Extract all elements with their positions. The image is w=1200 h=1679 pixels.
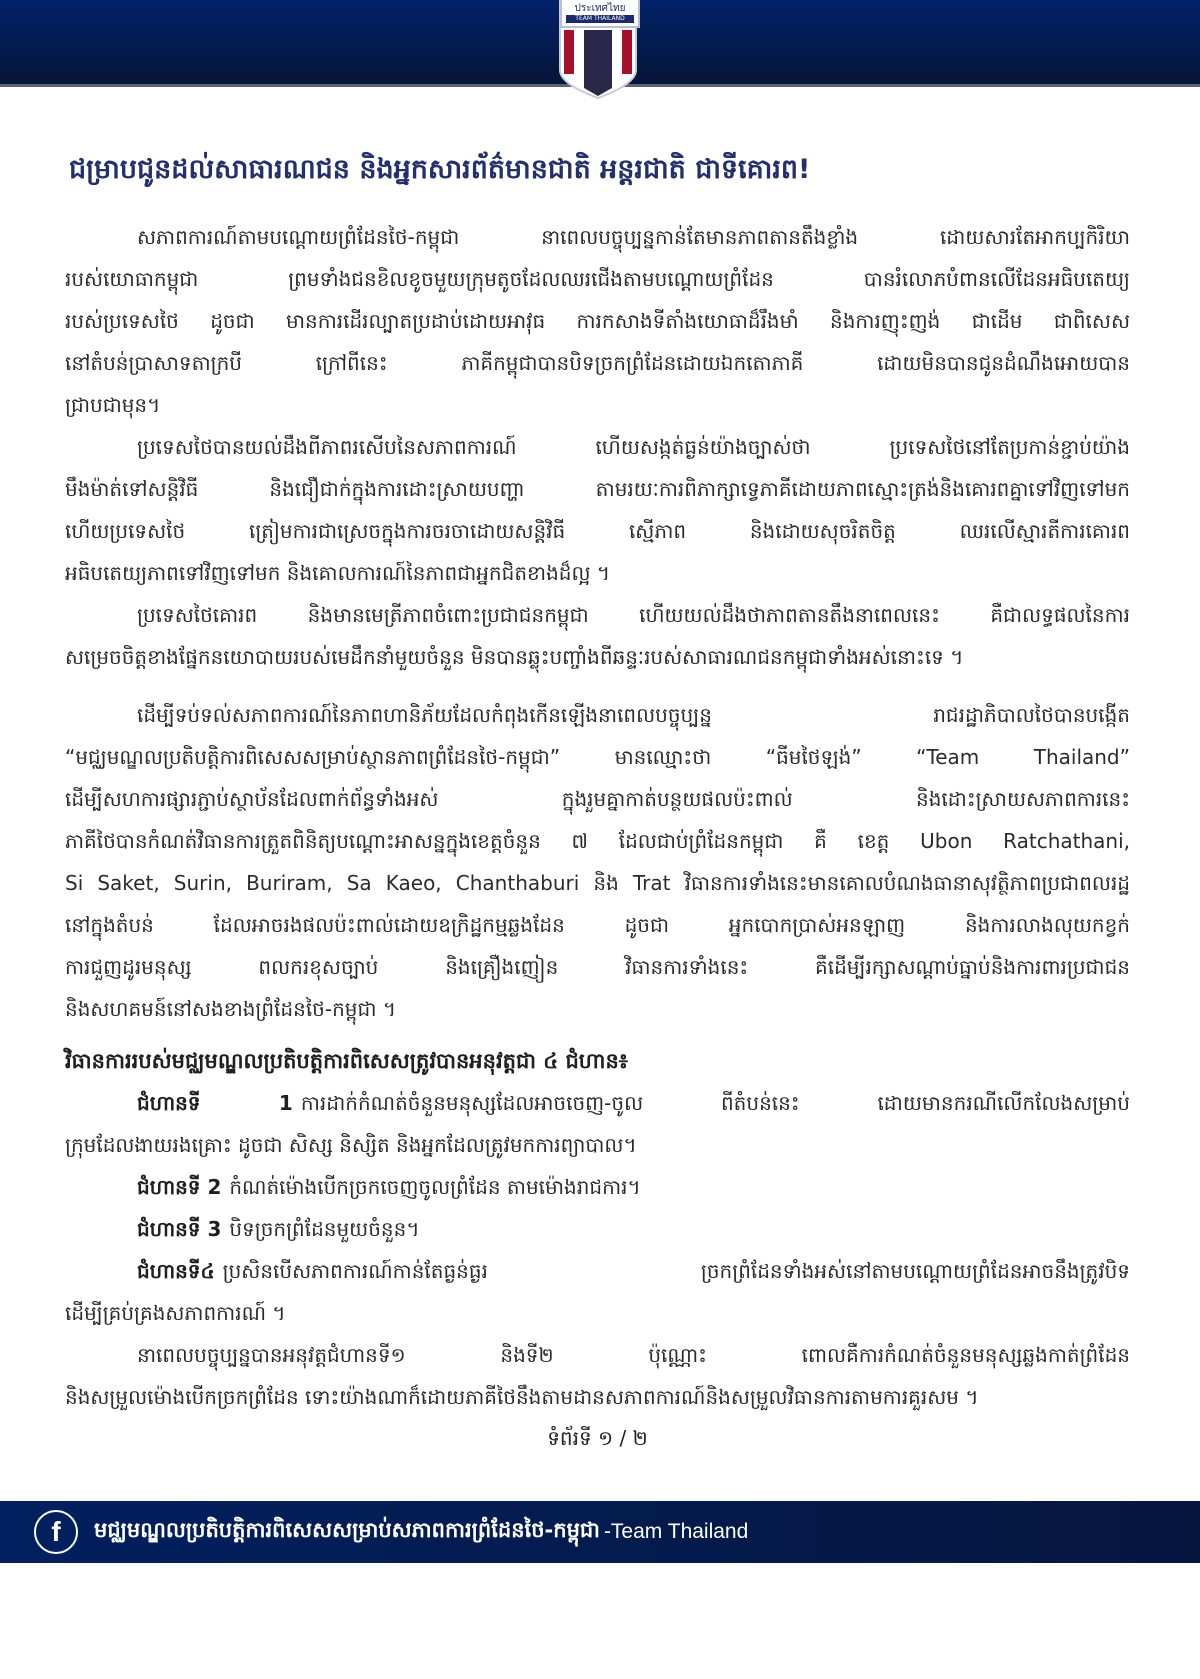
step-text: ដើម្បីគ្រប់គ្រងសភាពការណ៍ ។ [65, 1301, 286, 1325]
step-text: ប្រសិនបើសភាពការណ៍កាន់តែធ្ងន់ធ្ងរ ច្រកព្រំដែនទាំងអស់នៅតាមបណ្តោយព្រំដែនអាចនឹងត្រូវបិទ [222, 1259, 1130, 1283]
text-line: ដើម្បីទប់ទល់សភាពការណ៍នៃភាពហានិភ័យដែលកំពុងកើនឡើងនាពេលបច្ចុប្បន្ន រាជរដ្ឋាភិបាលថៃបានបង្កើត [137, 703, 1130, 727]
step-label: ជំហានទី 2 [137, 1175, 222, 1199]
text-line: ការជួញដូរមនុស្ស ពលករខុសច្បាប់ និងគ្រឿងញៀន វិធានការទាំងនេះ គឺដើម្បីរក្សាសណ្តាប់ធ្នាប់និងការពារប្រជាជន [65, 955, 1130, 979]
text-line: អធិបតេយ្យភាពទៅវិញទៅមក និងគោលការណ៍នៃភាពជាអ្នកជិតខាងដ៏ល្អ ។ [65, 561, 611, 585]
text-line [65, 1292, 1130, 1334]
paragraph [65, 694, 1130, 1030]
text-line: មឹងម៉ាត់ទៅសន្តិវិធី និងជឿជាក់ក្នុងការដោះស្រាយបញ្ហា តាមរយៈការពិភាក្សាទ្វេភាគីដោយភាពស្មោះត្រង់និងគោរពគ្នាទៅវិញទៅមក [65, 477, 1130, 501]
text-line: ដើម្បីសហការផ្សារភ្ជាប់ស្ថាប័នដែលពាក់ព័ន្ធទាំងអស់ ក្នុងរួមគ្នាកាត់បន្ថយផលប៉ះពាល់ និងដោះស្រាយសភាពការនេះ [65, 787, 1130, 811]
text-line: របស់យោធាកម្ពុជា ព្រមទាំងជនខិលខូចមួយក្រុមតូចដែលឈរជើងតាមបណ្តោយព្រំដែន បានរំលោភបំពានលើដែនអធិបតេយ្យ [65, 267, 1130, 291]
logo-text-box [560, 0, 640, 28]
footer-banner [0, 1501, 1200, 1563]
step-label: ជំហានទី៤ [137, 1259, 215, 1283]
text-line: ប្រទេសថៃគោរព និងមានមេត្រីភាពចំពោះប្រជាជនកម្ពុជា ហើយយល់ដឹងថាភាពតានតឹងនាពេលនេះ គឺជាលទ្ធផលនៃការ [137, 603, 1130, 627]
text-line: “មជ្ឈមណ្ឌលប្រតិបត្តិការពិសេសសម្រាប់ស្ថានភាពព្រំដែនថៃ-កម្ពុជា” មានឈ្មោះថា “ធីមថៃឡង់” “Team Thailand” [65, 745, 1130, 769]
text-line: សភាពការណ៍តាមបណ្តោយព្រំដែនថៃ-កម្ពុជា នាពេលបច្ចុប្បន្នកាន់តែមានភាពតានតឹងខ្លាំង ដោយសារតែអាកប្បកិរិយា [137, 225, 1130, 249]
text-line: នាពេលបច្ចុប្បន្នបានអនុវត្តជំហានទី១ និងទី២ ប៉ុណ្ណោះ ពោលគឺការកំណត់ចំនួនមនុស្សឆ្លងកាត់ព្រំដែន [137, 1343, 1130, 1367]
step-item [65, 1082, 1130, 1166]
text-line [65, 1082, 1130, 1124]
step-text: ក្រុមដែលងាយរងគ្រោះ ដូចជា សិស្ស និស្សិត និងអ្នកដែលត្រូវមកការព្យាបាល។ [65, 1133, 637, 1157]
text-line [65, 1250, 1130, 1292]
text-line: និងសម្រួលម៉ោងបើកច្រកព្រំដែន ទោះយ៉ាងណាក៏ដោយភាគីថៃនឹងតាមដានសភាពការណ៍និងសម្រួលវិធានការតាមការគួរសម ។ [65, 1385, 979, 1409]
text-line: ប្រទេសថៃបានយល់ដឹងពីភាពរសើបនៃសភាពការណ៍ ហើយសង្កត់ធ្ងន់យ៉ាងច្បាស់ថា ប្រទេសថៃនៅតែប្រកាន់ខ្ជាប់យ៉ាង [137, 435, 1130, 459]
text-line: សម្រេចចិត្តខាងផ្នែកនយោបាយរបស់មេដឹកនាំមួយចំនួន មិនបានឆ្លុះបញ្ចាំងពីឆន្ទៈរបស់សាធារណជនកម្ពុជាទាំងអស់នោះទេ ។ [65, 645, 964, 669]
text-line: ហើយប្រទេសថៃ ត្រៀមការជាស្រេចក្នុងការចរចាដោយសន្តិវិធី ស្មើភាព និងដោយសុចរិតចិត្ត ឈរលើស្មារតីការគោរព [65, 519, 1130, 543]
text-line: ជ្រាបជាមុន។ [65, 393, 161, 417]
text-line [65, 1124, 1130, 1166]
step-item [65, 1166, 1130, 1208]
logo-thai-text: ประเทศไทย [574, 3, 626, 14]
step-label: ជំហានទី 1 [137, 1091, 293, 1115]
text-line [65, 1166, 1130, 1208]
footer-page-name: មជ្ឈមណ្ឌលប្រតិបត្តិការពិសេសសម្រាប់សភាពការព្រំដែនថៃ-កម្ពុជា [94, 1517, 600, 1542]
step-label: ជំហានទី 3 [137, 1217, 222, 1241]
step-item [65, 1208, 1130, 1250]
text-line: នៅតំបន់ប្រាសាទតាក្របី ក្រៅពីនេះ ភាគីកម្ពុជាបានបិទច្រកព្រំដែនដោយឯកតោភាគី ដោយមិនបានជូនដំណឹងអោយបាន [65, 351, 1130, 375]
paragraph [65, 426, 1130, 594]
footer-suffix: -Team Thailand [603, 1520, 749, 1543]
paragraph [65, 594, 1130, 678]
text-line: Si Saket, Surin, Buriram, Sa Kaeo, Chanthaburi និង Trat វិធានការទាំងនេះមានគោលបំណងធានាសុវត្ថិភាពប្រជាពលរដ្ឋ [65, 871, 1130, 895]
steps-list [65, 1082, 1130, 1334]
text-line: របស់ប្រទេសថៃ ដូចជា មានការដើរល្បាតប្រដាប់ដោយអាវុធ ការកសាងទីតាំងយោធាដ៏រឹងមាំ និងការញុះញង់ ជាដើម ជាពិសេស [65, 309, 1130, 333]
logo-english-text: TEAM THAILAND [566, 15, 634, 23]
steps-heading: វិធានការរបស់មជ្ឈមណ្ឌលប្រតិបត្តិការពិសេសត្រូវបានអនុវត្តជា ៤ ជំហាន៖ [65, 1049, 629, 1073]
step-text: ការដាក់កំណត់ចំនួនមនុស្សដែលអាចចេញ-ចូល ពីតំបន់នេះ ដោយមានករណីលើកលែងសម្រាប់ [300, 1091, 1130, 1115]
page-title: ជម្រាបជូនដល់សាធារណជន និងអ្នកសារព័ត៌មានជាតិ អន្តរជាតិ ជាទីគោរព! [69, 154, 811, 185]
paragraph [65, 216, 1130, 426]
step-text: បិទច្រកព្រំដែនមួយចំនួន។ [229, 1217, 420, 1241]
closing-paragraph [65, 1334, 1130, 1418]
document-body [65, 150, 1130, 1456]
facebook-icon[interactable]: f [34, 1510, 78, 1554]
step-text: កំណត់ម៉ោងបើកច្រកចេញចូលព្រំដែន តាមម៉ោងរាជការ។ [229, 1175, 641, 1199]
step-item [65, 1250, 1130, 1334]
paragraphs [65, 216, 1130, 1030]
team-thailand-logo [556, 0, 640, 100]
text-line: ភាគីថៃបានកំណត់វិធានការត្រួតពិនិត្យបណ្តោះអាសន្នក្នុងខេត្តចំនួន ៧ ដែលជាប់ព្រំដែនកម្ពុជា គឺ ខេត្ត Ubon Ratchathani, [65, 829, 1130, 853]
text-line: នៅក្នុងតំបន់ ដែលអាចរងផលប៉ះពាល់ដោយឧក្រិដ្ឋកម្មឆ្លងដែន ដូចជា អ្នកបោកប្រាស់អនឡាញ និងការលាងលុយកខ្វក់ [65, 913, 1130, 937]
page-number: ទំព័រទី ១ / ២ [547, 1426, 648, 1450]
text-line [65, 1208, 1130, 1250]
text-line: និងសហគមន៍នៅសងខាងព្រំដែនថៃ-កម្ពុជា ។ [65, 997, 397, 1021]
